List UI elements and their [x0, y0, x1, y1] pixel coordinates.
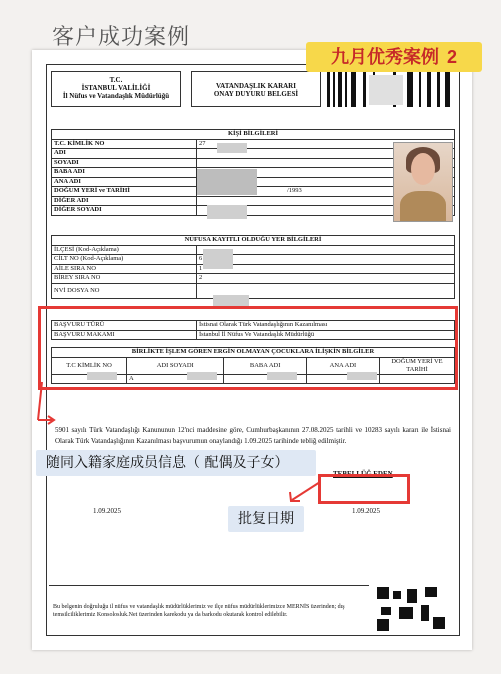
applicant-photo	[393, 142, 453, 222]
notification-date: 1.09.2025	[93, 507, 121, 515]
field-value: İstisnai Olarak Türk Vatandaşlığının Kazanılması	[197, 321, 455, 331]
redaction	[203, 249, 233, 269]
field-value: İstanbul İl Nüfus Ve Vatandaşlık Müdürlüğü	[197, 330, 455, 340]
field-label: ANA ADI	[52, 177, 197, 187]
issuer-header	[51, 71, 181, 107]
section-title: KİŞİ BİLGİLERİ	[52, 130, 455, 140]
verification-footer: Bu belgenin doğruluğu il nüfus ve vatandaşlık müdürlüklerimiz ve ilçe nüfus müdürlüklerimizce MERNİS üzerinden; dış temsilciliklerimiz Konsolosluk.Net üzerinden karekodu ya da barkodu okutarak kontrol edilebilir.	[49, 585, 369, 631]
field-label: SOYADI	[52, 158, 197, 168]
redaction	[197, 169, 257, 195]
doc-type-line: ONAY DUYURU BELGESİ	[213, 90, 299, 98]
decision-paragraph: 5901 sayılı Türk Vatandaşlığı Kanununun 12'nci maddesine göre, Cumhurbaşkanının 27.08.2025 tarihli ve 10283 sayılı kararı ile İstisnai Olarak Türk Vatandaşlığının Kazanılması başvurumun onaylandığı 1.09.2025 tarihinde tebliğ edilmiştir.	[55, 426, 451, 445]
field-label: DİĞER SOYADI	[52, 206, 197, 216]
field-label: DOĞUM YERİ ve TARİHİ	[52, 187, 197, 197]
case-title: 客户成功案例	[52, 24, 191, 49]
field-label: AİLE SIRA NO	[52, 264, 197, 274]
field-label: BABA ADI	[52, 168, 197, 178]
field-label: BİREY SIRA NO	[52, 274, 197, 284]
field-value: 2	[197, 274, 455, 284]
arrow-icon	[30, 380, 70, 430]
receipt-date: 1.09.2025	[352, 507, 380, 515]
column-header: ANA ADI	[306, 357, 379, 374]
field-label: ADI	[52, 149, 197, 159]
arrow-icon	[286, 478, 326, 504]
date-highlight-box	[318, 474, 410, 504]
qr-code	[377, 587, 447, 631]
field-label: DİĞER ADI	[52, 196, 197, 206]
redaction	[207, 205, 247, 219]
column-header: DOĞUM YERİ VE TARİHİ	[380, 357, 455, 374]
registry-info-table	[51, 235, 455, 299]
field-value: 1	[197, 264, 455, 274]
table-cell: A	[127, 374, 224, 384]
document-type-header	[191, 71, 321, 107]
field-label: BAŞVURU TÜRÜ	[52, 321, 197, 331]
tebellug-label: TEBELLÜĞ EDEN	[333, 470, 393, 478]
field-label: İLÇESİ (Kod-Açıklama)	[52, 245, 197, 255]
field-value: 27	[197, 139, 455, 149]
issuer-line: İl Nüfus ve Vatandaşlık Müdürlüğü	[62, 92, 170, 100]
column-header: ADI SOYADI	[127, 357, 224, 374]
section-title: BİRLİKTE İŞLEM GÖREN ERGİN OLMAYAN ÇOCUKLARA İLİŞKİN BİLGİLER	[52, 348, 455, 358]
issuer-line: İSTANBUL VALİLİĞİ	[81, 84, 151, 92]
column-header: T.C KİMLİK NO	[52, 357, 127, 374]
redaction	[217, 143, 247, 153]
badge-label: 九月优秀案例	[330, 47, 439, 67]
doc-type-line: VATANDAŞLIK KARARI	[216, 82, 296, 90]
field-label: T.C. KİMLİK NO	[52, 139, 197, 149]
field-label: BAŞVURU MAKAMI	[52, 330, 197, 340]
family-members-annotation: 随同入籍家庭成员信息（ 配偶及子女）	[36, 450, 316, 476]
family-highlight-box	[38, 306, 458, 390]
section-title: NÜFUSA KAYITLI OLDUĞU YER BİLGİLERİ	[52, 236, 455, 246]
field-value: 6	[197, 255, 455, 265]
field-value: /1993	[197, 187, 455, 197]
column-header: BABA ADI	[224, 357, 306, 374]
approval-date-annotation: 批复日期	[228, 506, 304, 532]
field-label: CİLT NO (Kod-Açıklama)	[52, 255, 197, 265]
field-label: NVİ DOSYA NO	[52, 283, 197, 298]
field-value	[197, 245, 455, 255]
badge-number: 2	[446, 47, 457, 67]
september-case-badge	[306, 42, 482, 72]
barcode	[323, 69, 455, 109]
issuer-line: T.C.	[109, 76, 123, 84]
